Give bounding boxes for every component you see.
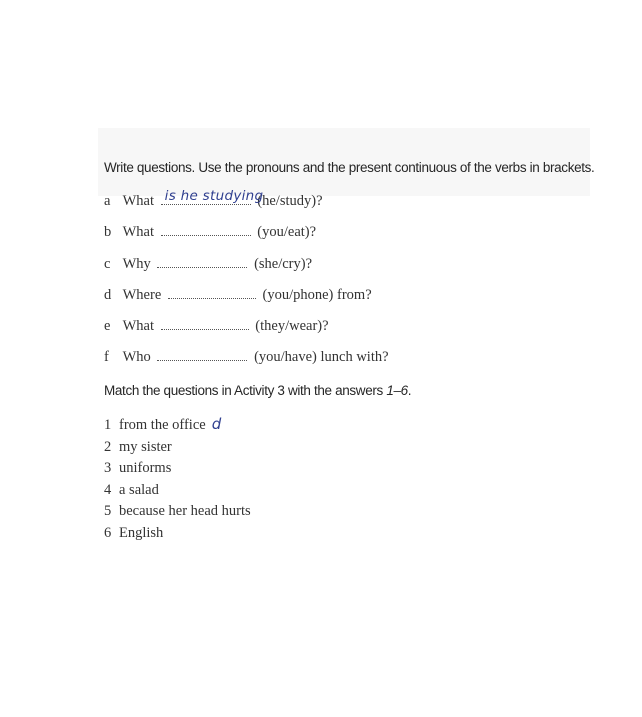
question-word: Where bbox=[122, 287, 162, 303]
answer-row-6 bbox=[104, 522, 169, 542]
question-row-b bbox=[104, 222, 316, 242]
exercise4-instruction-range: 1–6 bbox=[386, 383, 408, 398]
exercise4-instruction bbox=[104, 383, 411, 398]
answer-text: a salad bbox=[119, 482, 159, 498]
answer-text: my sister bbox=[119, 439, 172, 455]
answer-row-5 bbox=[104, 500, 257, 520]
question-row-c bbox=[104, 254, 312, 274]
answer-number: 3 bbox=[104, 460, 112, 476]
question-word: What bbox=[122, 193, 155, 209]
question-word: What bbox=[122, 318, 155, 334]
question-letter: e bbox=[104, 318, 111, 334]
verb-hint: (you/have) lunch with? bbox=[254, 349, 389, 365]
question-word: Why bbox=[122, 256, 151, 272]
verb-hint: (he/study)? bbox=[257, 193, 323, 209]
question-row-e bbox=[104, 316, 329, 336]
answer-blank[interactable] bbox=[168, 286, 256, 299]
question-letter: a bbox=[104, 193, 111, 209]
question-letter: d bbox=[104, 287, 112, 303]
answer-number: 1 bbox=[104, 417, 112, 433]
question-word: Who bbox=[122, 349, 151, 365]
question-letter: f bbox=[104, 349, 109, 365]
answer-text: English bbox=[119, 525, 164, 541]
verb-hint: (you/phone) from? bbox=[262, 287, 372, 303]
answer-blank[interactable] bbox=[157, 348, 247, 361]
answer-row-4 bbox=[104, 479, 165, 499]
answer-row-3 bbox=[104, 457, 177, 477]
answer-text: from the office bbox=[119, 417, 206, 433]
question-word: What bbox=[122, 224, 155, 240]
answer-blank[interactable] bbox=[161, 188, 264, 205]
answer-blank[interactable] bbox=[161, 223, 251, 236]
question-row-f bbox=[104, 347, 389, 367]
question-letter: b bbox=[104, 224, 112, 240]
verb-hint: (they/wear)? bbox=[255, 318, 329, 334]
answer-text: because her head hurts bbox=[119, 503, 251, 519]
answer-number: 5 bbox=[104, 503, 112, 519]
answer-number: 6 bbox=[104, 525, 112, 541]
verb-hint: (she/cry)? bbox=[254, 256, 313, 272]
question-row-d bbox=[104, 285, 372, 305]
exercise4-instruction-text: Match the questions in Activity 3 with the answers bbox=[104, 383, 383, 398]
answer-blank[interactable] bbox=[157, 255, 247, 268]
exercise4-instruction-end: . bbox=[407, 383, 412, 398]
answer-text: uniforms bbox=[119, 460, 172, 476]
exercise3-instruction: Write questions. Use the pronouns and the present continuous of the verbs in brackets. bbox=[104, 160, 595, 175]
handwritten-answer: is he studying bbox=[164, 188, 264, 204]
answer-row-1 bbox=[104, 414, 221, 434]
handwritten-match: d bbox=[211, 415, 222, 433]
question-letter: c bbox=[104, 256, 111, 272]
answer-blank[interactable] bbox=[161, 317, 249, 330]
verb-hint: (you/eat)? bbox=[257, 224, 317, 240]
question-row-a bbox=[104, 188, 323, 211]
answer-number: 4 bbox=[104, 482, 112, 498]
answer-number: 2 bbox=[104, 439, 112, 455]
answer-row-2 bbox=[104, 436, 178, 456]
